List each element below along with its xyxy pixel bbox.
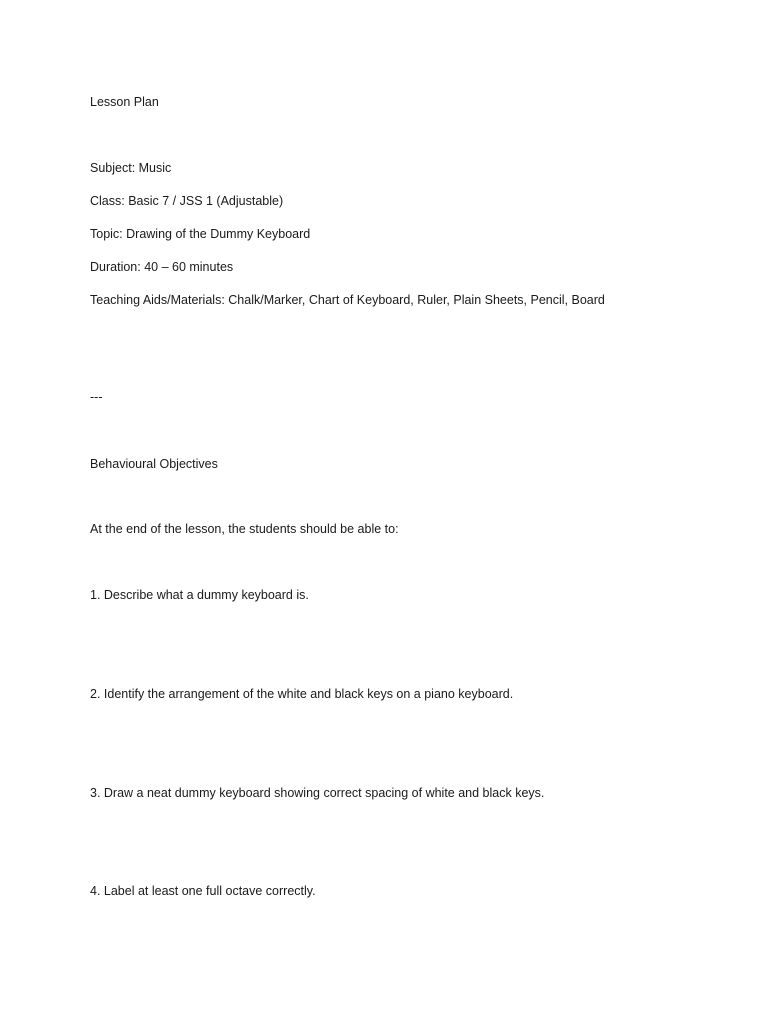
topic-line: Topic: Drawing of the Dummy Keyboard	[90, 227, 311, 241]
objectives-heading: Behavioural Objectives	[90, 457, 218, 471]
class-line: Class: Basic 7 / JSS 1 (Adjustable)	[90, 194, 284, 208]
objective-item: 4. Label at least one full octave correctly.	[90, 884, 316, 898]
document-title: Lesson Plan	[90, 95, 159, 109]
section-divider: ---	[90, 390, 103, 404]
objective-item: 3. Draw a neat dummy keyboard showing correct spacing of white and black keys.	[90, 786, 545, 800]
objective-item: 1. Describe what a dummy keyboard is.	[90, 588, 309, 602]
objective-item: 2. Identify the arrangement of the white and black keys on a piano keyboard.	[90, 687, 514, 701]
duration-line: Duration: 40 – 60 minutes	[90, 260, 234, 274]
subject-line: Subject: Music	[90, 161, 172, 175]
teaching-aids-line: Teaching Aids/Materials: Chalk/Marker, Chart of Keyboard, Ruler, Plain Sheets, Pencil, Board	[90, 293, 605, 307]
objectives-intro: At the end of the lesson, the students should be able to:	[90, 522, 399, 536]
